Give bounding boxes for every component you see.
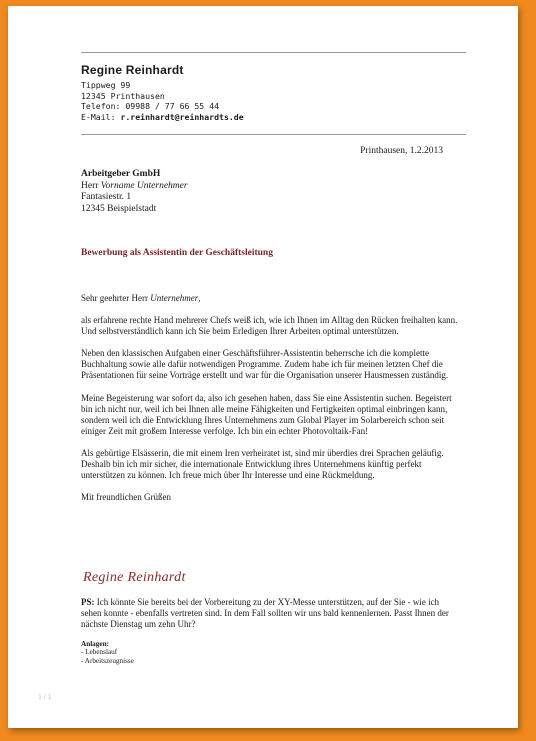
letter-date: Printhausen, 1.2.2013 [360,146,443,156]
greeting-prefix: Sehr geehrter Herr [81,293,151,303]
postscript-label: PS: [81,597,95,607]
handwritten-signature: Regine Reinhardt [83,570,186,585]
postscript [81,597,461,630]
body-paragraph-1: als erfahrene rechte Hand mehrerer Chefs weiß ich, wie ich Ihnen im Alltag den Rücken freihalten kann. Und selbstverständlich kann ich Sie beim Erledigen Ihrer Arbeiten optimal unterstützen. [81,315,458,337]
recipient-address-block [81,169,188,215]
page-footer: 1 / 1 [38,694,52,701]
sender-city: 12345 Printhausen [81,90,165,101]
greeting [81,293,461,304]
letter-page [8,6,518,728]
letter-subject: Bewerbung als Assistentin der Geschäftsleitung [81,248,273,258]
letter-body [81,293,461,514]
attachments-title: Anlagen: [81,640,109,648]
closing: Mit freundlichen Grüßen [81,492,171,503]
header-top-rule [81,52,466,53]
greeting-name: Unternehmer [150,293,199,303]
recipient-contact-line [81,181,188,193]
postscript-text: Ich könnte Sie bereits bei der Vorbereitung zu der XY-Messe unterstützen, auf der Sie - wie ich sehen konnte - ebenfalls vertreten sind. In dem Fall sollten wir uns bald kennenlernen. Passt Ihnen der nächste Dienstag um zehn Uhr? [81,597,449,629]
attachment-item: - Arbeitszeugnisse [81,656,134,665]
sender-email-line [81,112,244,123]
recipient-street: Fantasiestr. 1 [81,192,132,202]
body-paragraph-4: Als gebürtige Elsässerin, die mit einem Iren verheiratet ist, sind mir überdies drei Sprachen geläufig. Deshalb bin ich mir sicher, die internationale Entwicklung ihres Unternehmens künftig perfekt unterstützen zu können. Ich freue mich über Ihr Interesse und eine Rückmeldung. [81,447,444,481]
sender-name: Regine Reinhardt [81,63,184,77]
sender-address-block [81,80,244,122]
sender-email-link[interactable]: r.reinhardt@reinhardts.de [120,111,244,122]
recipient-company: Arbeitgeber GmbH [81,169,161,179]
recipient-salutation-prefix: Herr [81,180,101,191]
recipient-contact: Vorname Unternehmer [100,180,188,191]
sender-phone: Telefon: 09988 / 77 66 55 44 [81,101,220,112]
header-bottom-rule [81,134,466,135]
attachment-item: - Lebenslauf [81,648,118,657]
body-paragraph-2: Neben den klassischen Aufgaben einer Geschäftsführer-Assistentin beherrsche ich die komplette Buchhaltung sowie alle dafür notwendigen Programme. Zudem habe ich für meinen letzten Chef die Präsentationen für seine Vorträge erstellt und war für die Organisation unserer Hausmessen zuständig. [81,348,449,381]
greeting-suffix: , [198,293,201,303]
sender-email-label: E-Mail: [81,111,121,122]
attachments-block [81,640,134,665]
sender-street: Tippweg 99 [81,80,131,90]
recipient-city: 12345 Beispielstadt [81,203,157,214]
body-paragraph-3: Meine Begeisterung war sofort da, also ich gesehen haben, dass Sie eine Assistentin suchen. Begeistert bin ich nicht nur, weil ich bei Ihnen alle meine Fähigkeiten und Fertigkeiten optimal einbringen kann, sondern weil ich die Entwicklung Ihres Unternehmens zum Global Player im Solarbereich schon seit einiger Zeit mit großem Interesse verfolge. Ich bin ein echter Photovoltaik-Fan! [81,392,452,436]
